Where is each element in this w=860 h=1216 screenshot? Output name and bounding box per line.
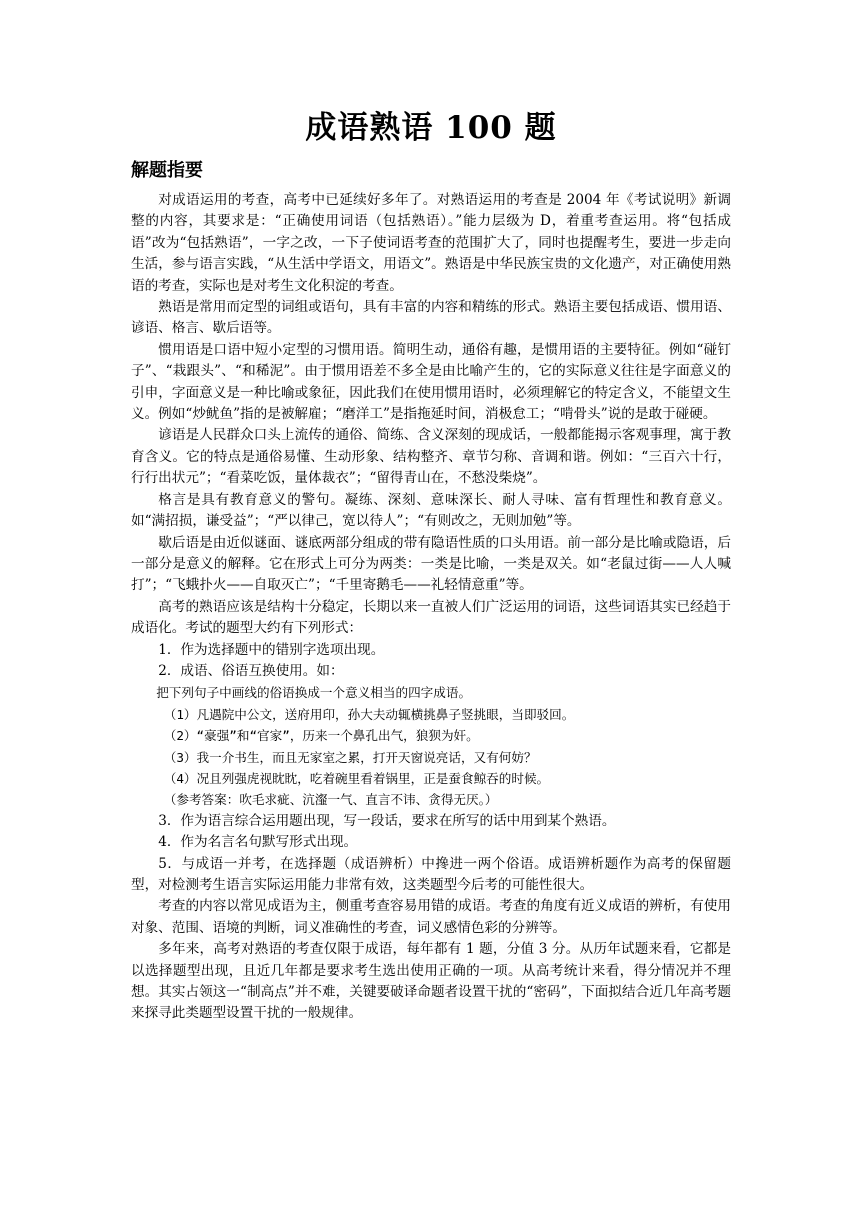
intro-paragraphs xyxy=(131,190,731,640)
example-sentence: （2）“豪强”和“官家”，历来一个鼻孔出气，狼狈为奸。 xyxy=(163,728,479,744)
example-sentence: （1）凡遇院中公文，送府用印，孙大夫动辄横挑鼻子竖挑眼，当即驳回。 xyxy=(163,706,575,722)
paragraph-xiehouyu: 歇后语是由近似谜面、谜底两部分组成的带有隐语性质的口头用语。前一部分是比喻或隐语，后一部分是意义的解释。它在形式上可分为两类：一类是比喻，一类是双关。如“老鼠过街——人人喊打”；“飞蛾扑火——自取灭亡”；“千里寄鹅毛——礼轻情意重”等。 xyxy=(131,534,731,594)
document-page xyxy=(131,108,731,1025)
paragraph-yanyu: 谚语是人民群众口头上流传的通俗、简练、含义深刻的现成话，一般都能揭示客观事理，寓于教育含义。它的特点是通俗易懂、生动形象、结构整齐、章节匀称、音调和谐。例如：“三百六十行，行行出状元”；“看菜吃饭，量体裁衣”；“留得青山在，不愁没柴烧”。 xyxy=(131,427,731,487)
example-sentence: （4）况且列强虎视眈眈，吃着碗里看着锅里，正是蚕食鲸吞的时候。 xyxy=(163,770,550,786)
section-heading: 解题指要 xyxy=(131,160,203,181)
paragraph-geyan: 格言是具有教育意义的警句。凝练、深刻、意味深长、耐人寻味、富有哲理性和教育意义。如“满招损，谦受益”；“严以律己，宽以待人”；“有则改之，无则加勉”等。 xyxy=(131,491,731,530)
list-item: 4．作为名言名句默写形式出现。 xyxy=(158,834,358,851)
exam-form-list xyxy=(131,640,731,854)
paragraph-history: 多年来，高考对熟语的考查仅限于成语，每年都有 1 题，分值 3 分。从历年试题来看，它都是以选择题型出现，且近几年都是要求考生选出使用正确的一项。从高考统计来看，得分情况并不理想。其实占领这一“制高点”并不难，关键要破译命题者设置干扰的“密码”，下面拟结合近几年高考题来探寻此类题型设置干扰的一般规律。 xyxy=(131,941,731,1022)
page-title: 成语熟语 100 题 xyxy=(305,110,557,146)
example-block xyxy=(131,682,731,810)
paragraph-exam-content: 考查的内容以常见成语为主，侧重考查容易用错的成语。考查的角度有近义成语的辨析，有使用对象、范围、语境的判断，词义准确性的考查，词义感情色彩的分辨等。 xyxy=(131,898,731,936)
paragraph-shuyu-definition: 熟语是常用而定型的词组或语句，具有丰富的内容和精练的形式。熟语主要包括成语、惯用语、谚语、格言、歇后语等。 xyxy=(131,299,731,337)
example-sentence: （3）我一介书生，而且无家室之累，打开天窗说亮话，又有何妨？ xyxy=(163,749,537,765)
paragraph-idiom-overview: 对成语运用的考查，高考中已延续好多年了。对熟语运用的考查是 2004 年《考试说明》新调整的内容，其要求是：“正确使用词语（包括熟语）。”能力层级为 D，着重考查运用。将“包括成语”改为“包括熟语”，一字之改，一下子使词语考查的范围扩大了，同时也提醒考生，要进一步走向生活，参与语言实践，“从生活中学语文，用语文”。熟语是中华民族宝贵的文化遗产，对正确使用熟语的考查，实际也是对考生文化积淀的考查。 xyxy=(131,192,731,294)
example-instruction: 把下列句子中画线的俗语换成一个意义相当的四字成语。 xyxy=(156,685,472,701)
list-item: 3．作为语言综合运用题出现，写一段话，要求在所写的话中用到某个熟语。 xyxy=(158,812,616,829)
list-item: 2．成语、俗语互换使用。如： xyxy=(158,662,344,679)
paragraph-exam-forms: 高考的熟语应该是结构十分稳定，长期以来一直被人们广泛运用的词语，这些词语其实已经趋于成语化。考试的题型大约有下列形式： xyxy=(131,598,731,637)
closing-paragraphs xyxy=(131,854,731,1025)
paragraph-guanyongyu: 惯用语是口语中短小定型的习惯用语。简明生动，通俗有趣，是惯用语的主要特征。例如“碰钉子”、“栽跟头”、“和稀泥”。由于惯用语差不多全是由比喻产生的，它的实际意义往往是字面意义的引申，字面意义是一种比喻或象征，因此我们在使用惯用语时，必须理解它的特定含义，不能望文生义。例如“炒鱿鱼”指的是被解雇；“磨洋工”是指拖延时间，消极怠工；“啃骨头”说的是敢于碰硬。 xyxy=(131,341,731,423)
example-answer: （参考答案：吹毛求疵、沆瀣一气、直言不讳、贪得无厌。） xyxy=(163,792,498,808)
list-item: 1．作为选择题中的错别字选项出现。 xyxy=(158,641,385,658)
paragraph-item-5: 5．与成语一并考，在选择题（成语辨析）中搀进一两个俗语。成语辨析题作为高考的保留题型，对检测考生语言实际运用能力非常有效，这类题型今后考的可能性很大。 xyxy=(131,855,731,893)
